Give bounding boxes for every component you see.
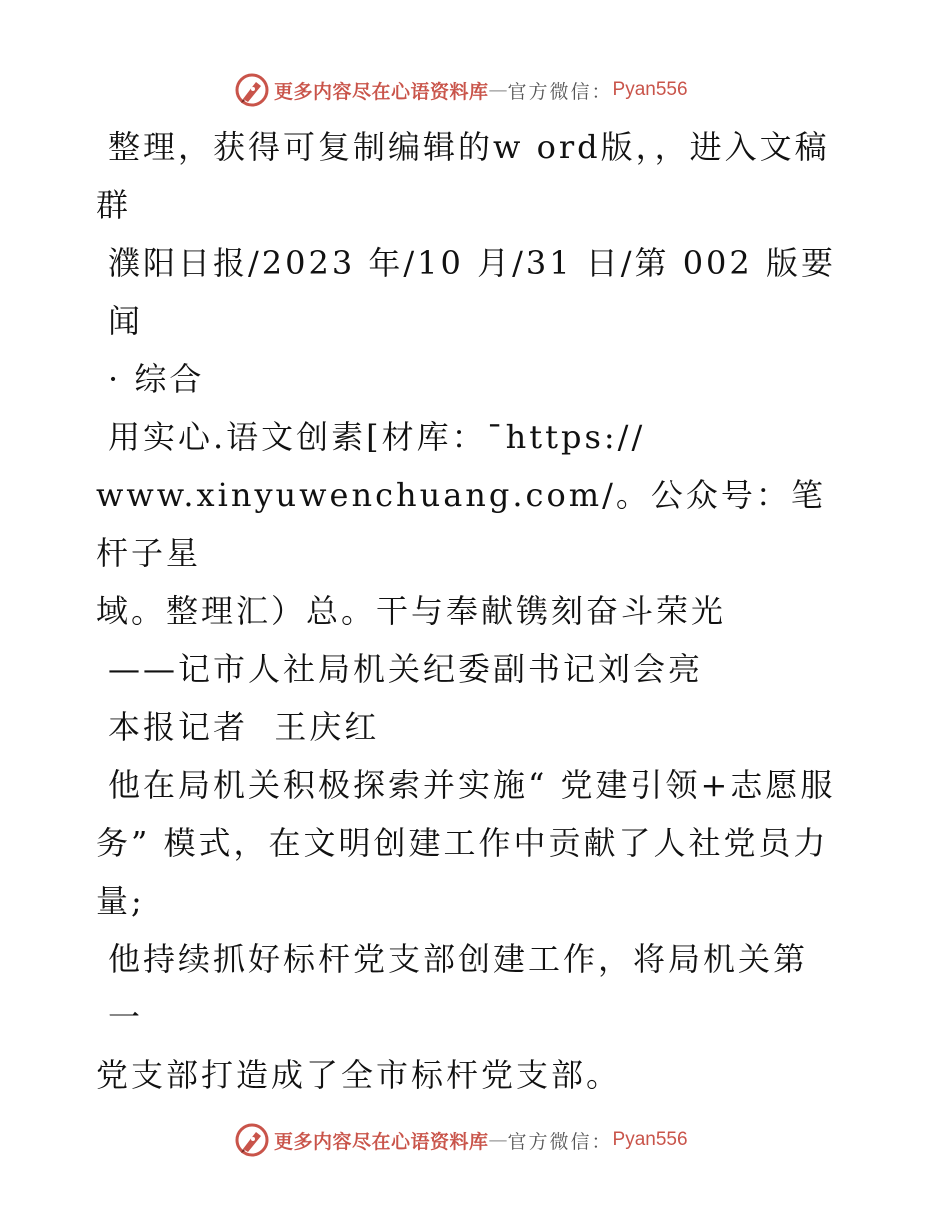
body-line: 群: [96, 186, 132, 224]
banner-dash: —: [488, 79, 508, 101]
article-subtitle: ——记市人社局机关纪委副书记刘会亮: [108, 650, 704, 688]
body-line: 他持续抓好标杆党支部创建工作，将局机关第一: [108, 940, 809, 1036]
body-line: 量;: [96, 882, 145, 920]
pen-logo-icon: [234, 1122, 270, 1158]
body-line: www.xinyuwenchuang.com/。公众号：笔杆子星: [96, 476, 826, 572]
footer-banner: [234, 1120, 688, 1160]
banner-wechat-id: Pyan556: [612, 79, 688, 100]
banner-wechat-label: 官方微信：: [507, 1130, 613, 1153]
banner-dash: —: [488, 1129, 508, 1151]
body-line: 党支部打造成了全市标杆党支部。: [96, 1056, 622, 1094]
body-line: 务” 模式，在文明创建工作中贡献了人社党员力: [96, 824, 829, 862]
body-line: 整理，获得可复制编辑的w ord版，，进入文稿: [108, 128, 830, 166]
pen-logo-icon: [234, 72, 270, 108]
byline: 本报记者 王庆红: [108, 708, 380, 746]
banner-wechat-label: 官方微信：: [507, 80, 613, 103]
banner-main-text: 更多内容尽在心语资料库: [274, 80, 489, 103]
article-body: [96, 118, 836, 1104]
header-banner: [234, 70, 688, 110]
banner-main-text: 更多内容尽在心语资料库: [274, 1130, 489, 1153]
body-line: 用实心.语文创素[材库：¯https://: [108, 418, 646, 456]
source-line: 濮阳日报/2023 年/10 月/31 日/第 002 版要闻: [108, 244, 836, 340]
banner-wechat-id: Pyan556: [612, 1129, 688, 1150]
article-title: 域。整理汇）总。干与奉献镌刻奋斗荣光: [96, 592, 727, 630]
source-line: · 综合: [108, 360, 205, 398]
body-line: 他在局机关积极探索并实施“ 党建引领+志愿服: [108, 766, 836, 804]
